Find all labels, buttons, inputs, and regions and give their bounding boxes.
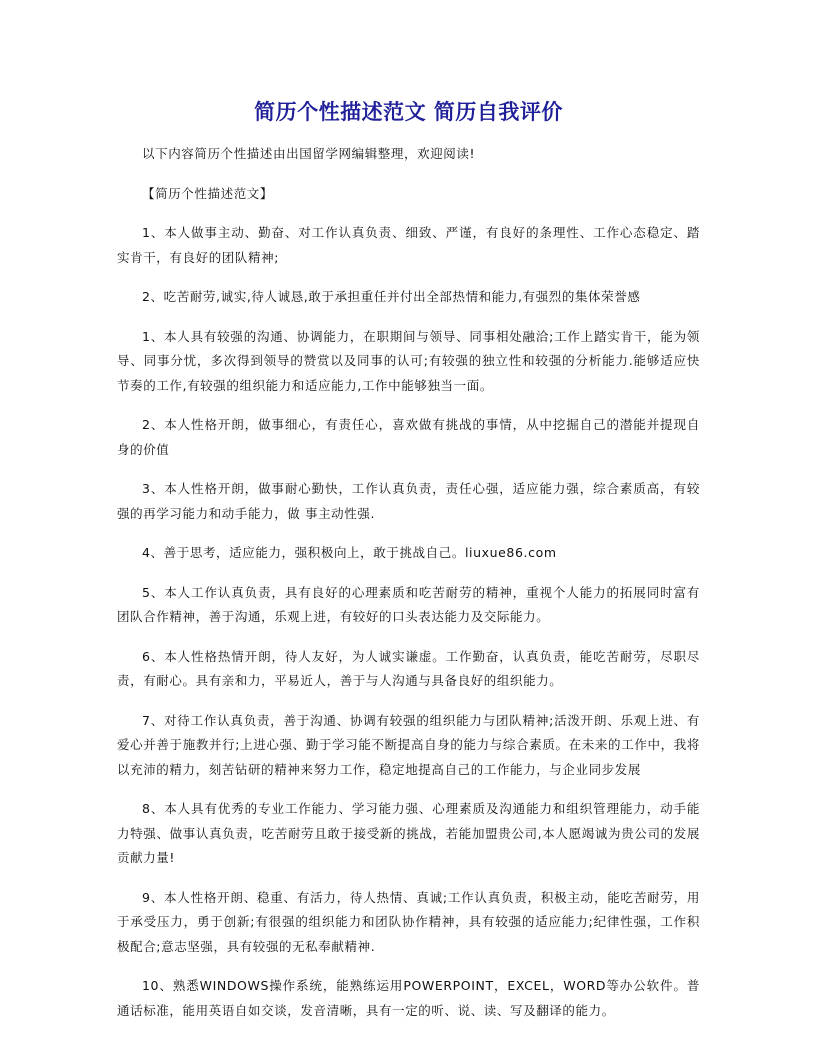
paragraph-1: 1、本人做事主动、勤奋、对工作认真负责、细致、严谨，有良好的条理性、工作心态稳定、踏实肯干，有良好的团队精神; bbox=[117, 225, 700, 265]
paragraph-12: 10、熟悉WINDOWS操作系统，能熟练运用POWERPOINT，EXCEL，WORD等办公软件。普通话标准，能用英语自如交谈，发音清晰，具有一定的听、说、读、写及翻译的能力。 bbox=[117, 978, 700, 1018]
paragraph-9: 7、对待工作认真负责，善于沟通、协调有较强的组织能力与团队精神;活泼开朗、乐观上进、有爱心并善于施教并行;上进心强、勤于学习能不断提高自身的能力与综合素质。在未来的工作中，我将以充沛的精力，刻苦钻研的精神来努力工作，稳定地提高自己的工作能力，与企业同步发展 bbox=[117, 712, 700, 777]
document-page bbox=[117, 96, 700, 1038]
intro-paragraph: 以下内容简历个性描述由出国留学网编辑整理，欢迎阅读! bbox=[142, 146, 476, 161]
section-heading: 【简历个性描述范文】 bbox=[142, 185, 274, 201]
paragraph-7: 5、本人工作认真负责，具有良好的心理素质和吃苦耐劳的精神，重视个人能力的拓展同时富有团队合作精神，善于沟通，乐观上进，有较好的口头表达能力及交际能力。 bbox=[117, 584, 700, 624]
paragraph-5: 3、本人性格开朗，做事耐心勤快，工作认真负责，责任心强，适应能力强，综合素质高，有较强的再学习能力和动手能力，做 事主动性强. bbox=[117, 481, 700, 521]
paragraph-10: 8、本人具有优秀的专业工作能力、学习能力强、心理素质及沟通能力和组织管理能力，动手能力特强、做事认真负责，吃苦耐劳且敢于接受新的挑战，若能加盟贵公司,本人愿竭诚为贵公司的发展贡献力量! bbox=[117, 801, 700, 865]
document-title: 简历个性描述范文 简历自我评价 bbox=[254, 100, 563, 124]
paragraph-6: 4、善于思考，适应能力，强积极向上，敢于挑战自己。liuxue86.com bbox=[142, 545, 557, 560]
paragraph-3: 1、本人具有较强的沟通、协调能力，在职期间与领导、同事相处融洽;工作上踏实肯干，能为领导、同事分忧，多次得到领导的赞赏以及同事的认可;有较强的独立性和较强的分析能力.能够适应快节奏的工作,有较强的组织能力和适应能力,工作中能够独当一面。 bbox=[117, 328, 700, 393]
paragraph-2: 2、吃苦耐劳,诚实,待人诚恳,敢于承担重任并付出全部热情和能力,有强烈的集体荣誉感 bbox=[142, 289, 641, 304]
paragraph-8: 6、本人性格热情开朗，待人友好，为人诚实谦虚。工作勤奋，认真负责，能吃苦耐劳，尽职尽责，有耐心。具有亲和力，平易近人，善于与人沟通与具备良好的组织能力。 bbox=[117, 648, 700, 688]
paragraph-11: 9、本人性格开朗、稳重、有活力，待人热情、真诚;工作认真负责，积极主动，能吃苦耐劳，用于承受压力，勇于创新;有很强的组织能力和团队协作精神，具有较强的适应能力;纪律性强，工作积极配合;意志坚强，具有较强的无私奉献精神. bbox=[117, 889, 700, 954]
paragraph-4: 2、本人性格开朗，做事细心，有责任心，喜欢做有挑战的事情，从中挖掘自己的潜能并提现自身的价值 bbox=[117, 417, 700, 457]
